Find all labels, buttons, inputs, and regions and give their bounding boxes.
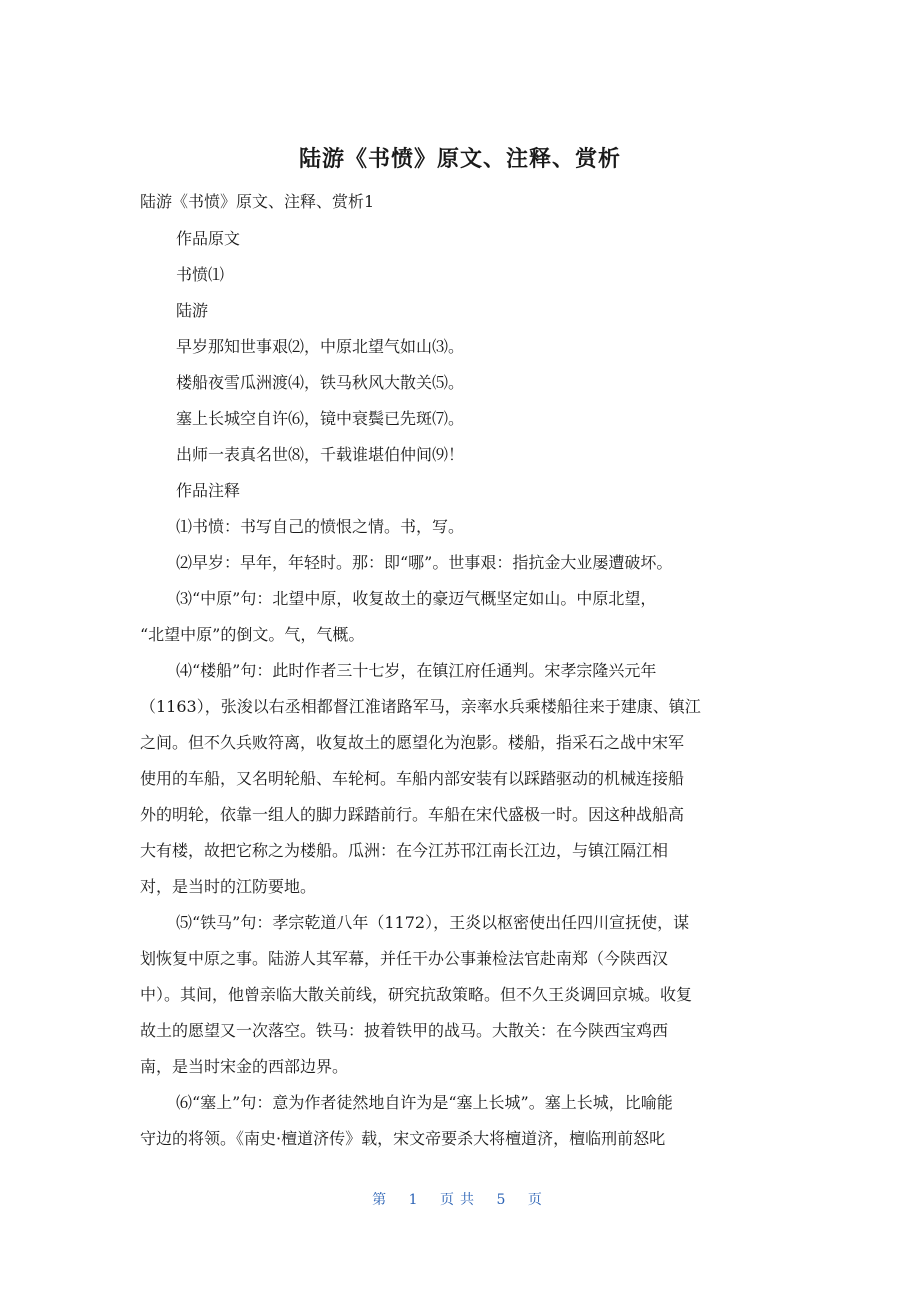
annotation-line: 南，是当时宋金的西部边界。 [140,1057,349,1076]
annotation-line: 中）。其间，他曾亲临大散关前线，研究抗敌策略。但不久王炎调回京城。收复 [140,985,693,1004]
section-heading: 作品原文 [176,229,241,248]
annotation-line: ⑸“铁马”句：孝宗乾道八年（1172），王炎以枢密使出任四川宣抚使，谋 [176,913,690,932]
annotation-line: “北望中原”的倒文。气，气概。 [140,625,365,644]
footer-page-number: 1 [408,1192,424,1208]
page-title: 陆游《书愤》原文、注释、赏析 [298,147,621,172]
annotation-line: ⑵早岁：早年，年轻时。那：即“哪”。世事艰：指抗金大业屡遭破坏。 [176,553,673,572]
page-footer [0,1189,920,1209]
annotation-line: 划恢复中原之事。陆游人其军幕，并任干办公事兼检法官赴南郑（今陕西汉 [140,949,669,968]
footer-prefix: 第 [372,1192,393,1208]
annotation-line: 对，是当时的江防要地。 [140,877,317,896]
poem-title: 书愤⑴ [176,265,225,284]
poem-line: 早岁那知世事艰⑵，中原北望气如山⑶。 [176,337,465,356]
poem-line: 楼船夜雪瓜洲渡⑷，铁马秋风大散关⑸。 [176,373,465,392]
footer-page-total: 5 [496,1192,512,1208]
annotation-line: （1163），张浚以右丞相都督江淮诸路军马，亲率水兵乘楼船往来于建康、镇江 [140,697,701,716]
poem-line: 出师一表真名世⑻，千载谁堪伯仲间⑼！ [176,445,465,464]
footer-suffix: 页 [527,1192,548,1208]
annotation-line: 大有楼，故把它称之为楼船。瓜洲：在今江苏邗江南长江边，与镇江隔江相 [140,841,669,860]
annotation-line: 使用的车船，又名明轮船、车轮柯。车船内部安装有以踩踏驱动的机械连接船 [140,769,685,788]
annotation-line: 外的明轮，依靠一组人的脚力踩踏前行。车船在宋代盛极一时。因这种战船高 [140,805,685,824]
poem-author: 陆游 [176,301,209,320]
section-heading: 作品注释 [176,481,241,500]
section-subtitle: 陆游《书愤》原文、注释、赏析1 [140,192,375,211]
annotation-line: ⑴书愤：书写自己的愤恨之情。书，写。 [176,517,465,536]
annotation-line: ⑷“楼船”句：此时作者三十七岁，在镇江府任通判。宋孝宗隆兴元年 [176,661,657,680]
annotation-line: 之间。但不久兵败符离，收复故土的愿望化为泡影。楼船，指采石之战中宋军 [140,733,685,752]
poem-line: 塞上长城空自许⑹，镜中衰鬓已先斑⑺。 [176,409,465,428]
annotation-line: ⑹“塞上”句：意为作者徒然地自许为是“塞上长城”。塞上长城，比喻能 [176,1093,673,1112]
footer-mid: 页共 [440,1192,480,1208]
annotation-line: 守边的将领。《南史·檀道济传》载，宋文帝要杀大将檀道济，檀临刑前怒叱 [140,1129,666,1148]
annotation-line: ⑶“中原”句：北望中原，收复故土的豪迈气概坚定如山。中原北望， [176,589,657,608]
annotation-line: 故土的愿望又一次落空。铁马：披着铁甲的战马。大散关：在今陕西宝鸡西 [140,1021,669,1040]
